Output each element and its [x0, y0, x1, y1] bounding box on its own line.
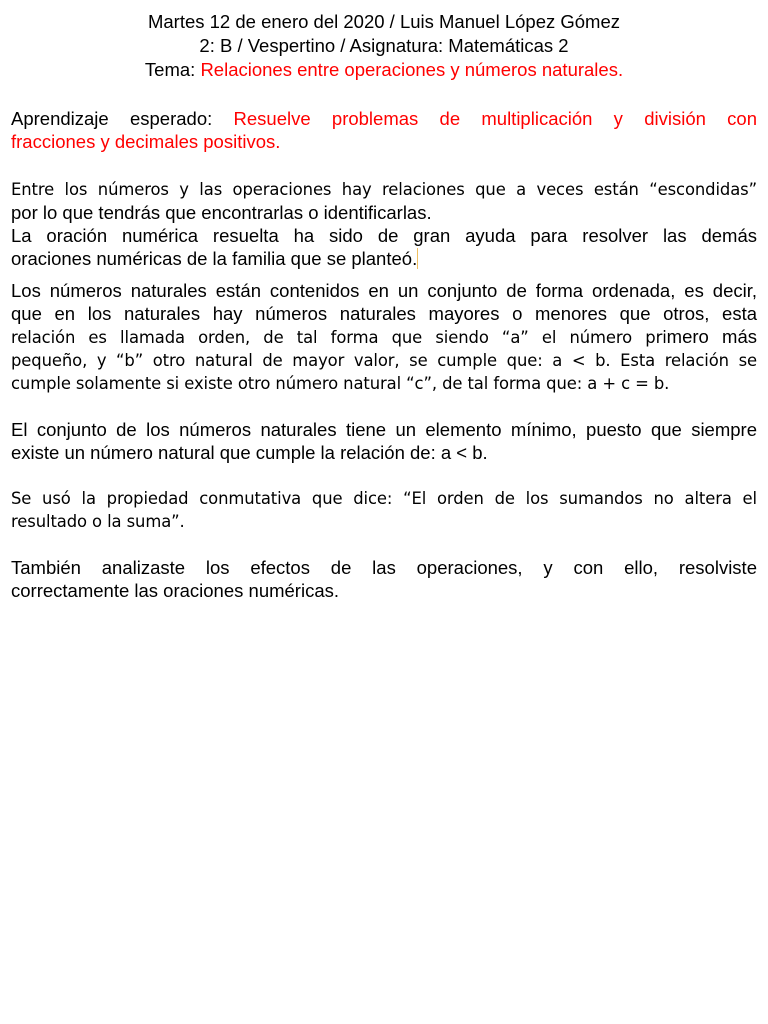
paragraph-relaciones [11, 178, 757, 270]
p1-line-1: Entre los números y las operaciones hay relaciones que a veces están “escondidas” [11, 180, 757, 199]
paragraph-minimo [11, 418, 757, 464]
aprendizaje-line-1 [11, 107, 757, 130]
p2-line-5: cumple solamente si existe otro número natural “c”, de tal forma que: a + c = b. [11, 374, 670, 393]
p1-line-4-end: . [412, 248, 418, 269]
header-tema [11, 58, 757, 82]
paragraph-naturales [11, 279, 757, 395]
tema-label: Tema: [144, 59, 201, 80]
header-date-author: Martes 12 de enero del 2020 / Luis Manuel López Gómez [147, 11, 621, 32]
p5-line-2: correctamente las oraciones numéricas. [11, 580, 340, 601]
p3-line-2: existe un número natural que cumple la relación de: a < b. [11, 442, 488, 463]
paragraph-conmutativa [11, 487, 757, 533]
p2-line-2: que en los naturales hay números naturales mayores o menores que otros, esta [11, 303, 757, 324]
p2-line-3-b: mero más [666, 326, 757, 347]
aprendizaje-label: Aprendizaje esperado: [11, 108, 234, 129]
aprendizaje-value-1: Resuelve problemas de multiplicación y división con [233, 108, 757, 129]
p1-line-2: por lo que tendrás que encontrarlas o identificarlas. [11, 202, 432, 223]
p1-line-4-text: oraciones numéricas de la familia que se planteó [11, 248, 413, 269]
p1-line-4 [11, 247, 757, 270]
p4-line-2: resultado o la suma”. [11, 512, 185, 531]
p3-line-1: El conjunto de los números naturales tiene un elemento mínimo, puesto que siempre [11, 419, 757, 440]
paragraph-efectos [11, 556, 757, 602]
document-page [11, 10, 757, 602]
header-group-subject: 2: B / Vespertino / Asignatura: Matemáticas 2 [199, 35, 569, 56]
p2-line-1: Los números naturales están contenidos en un conjunto de forma ordenada, es decir, [11, 280, 757, 301]
p5-line-1: También analizaste los efectos de las operaciones, y con ello, resolviste [11, 557, 757, 578]
p2-line-3-a: relación es llamada orden, de tal forma que siendo “a” el número pri [11, 328, 667, 347]
aprendizaje-value-2: fracciones y decimales positivos. [11, 131, 281, 152]
p2-line-3 [11, 325, 757, 349]
aprendizaje-paragraph [11, 107, 757, 153]
document-header [11, 10, 757, 82]
p4-line-1: Se usó la propiedad conmutativa que dice: “El orden de los sumandos no altera el [11, 489, 757, 508]
p2-line-4: pequeño, y “b” otro natural de mayor valor, se cumple que: a < b. Esta relación se [11, 351, 757, 370]
p1-line-3: La oración numérica resuelta ha sido de gran ayuda para resolver las demás [11, 225, 757, 246]
tema-value: Relaciones entre operaciones y números naturales. [200, 59, 624, 80]
